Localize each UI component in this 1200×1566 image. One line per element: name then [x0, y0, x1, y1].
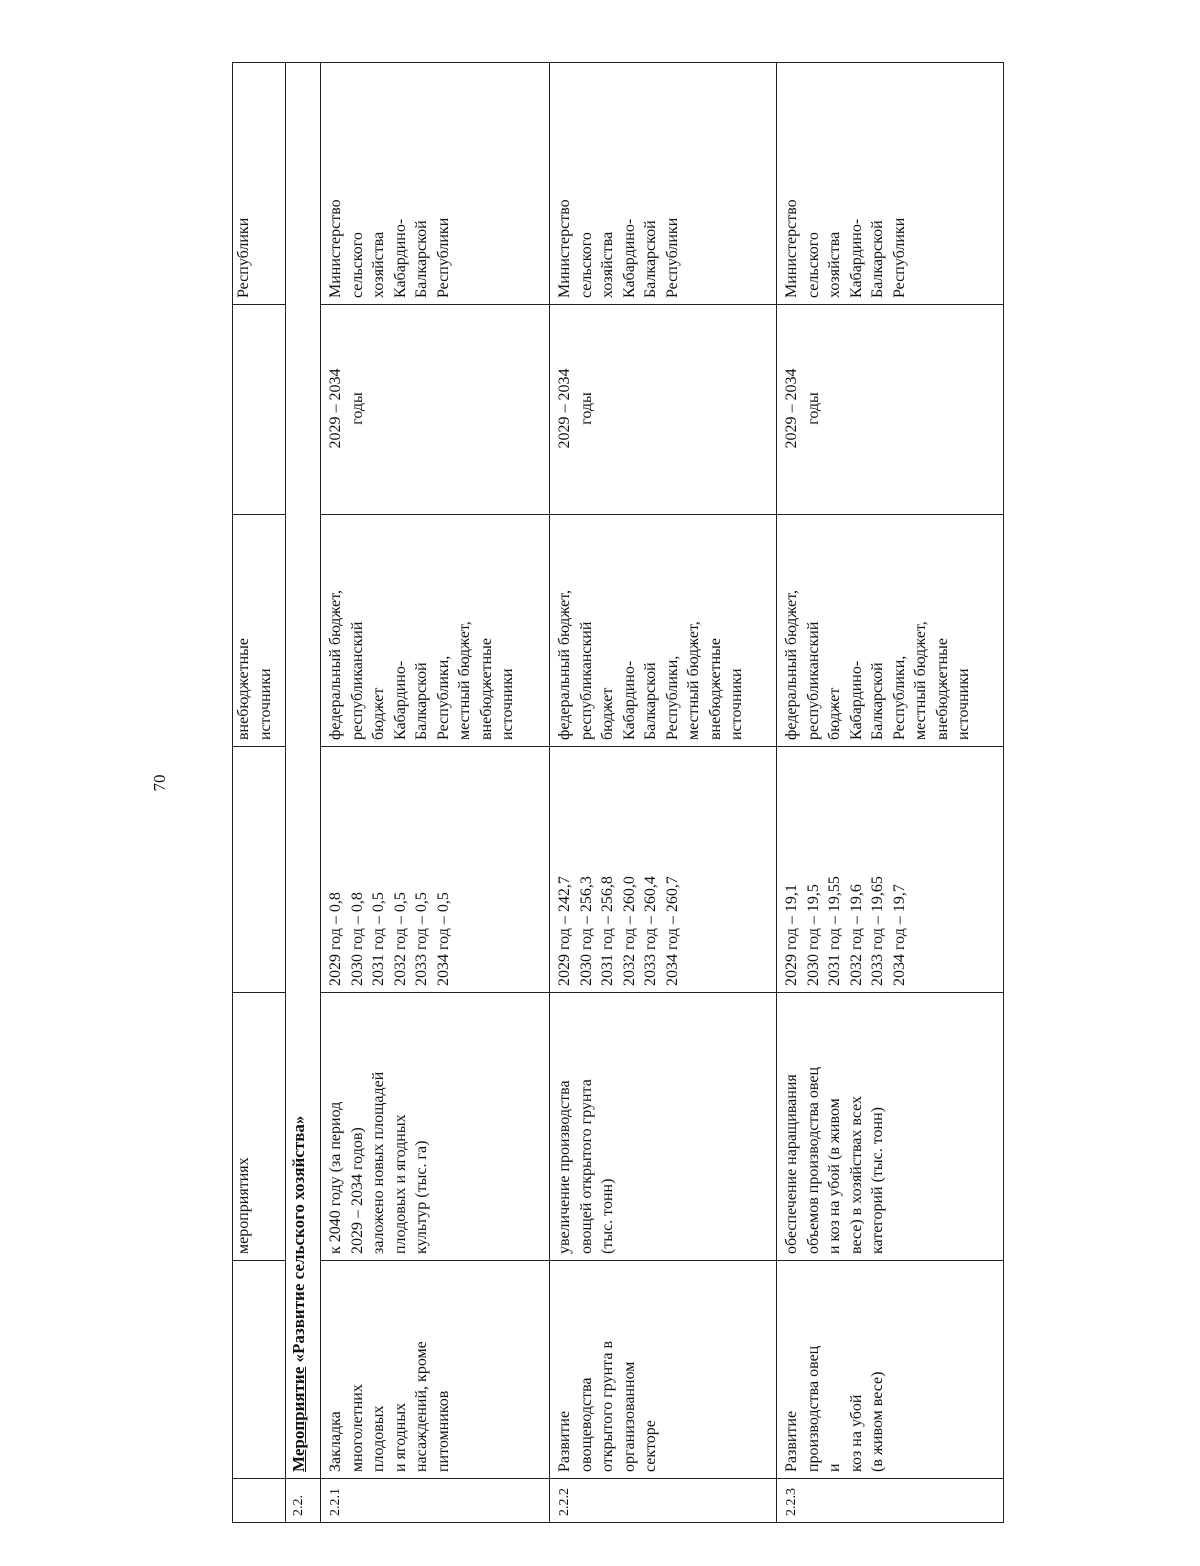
header-cell-executor — [233, 63, 286, 305]
page-number: 70 — [150, 774, 169, 792]
text-line: Развитие — [783, 1410, 800, 1472]
row-executor — [777, 63, 1004, 305]
text-line: категорий (тыс. тонн) — [869, 1106, 886, 1254]
text-line: Министерство — [327, 199, 344, 298]
text-line: питомников — [434, 1390, 452, 1472]
value-line: 2033 год – 0,5 — [413, 892, 430, 986]
row-number: 2.2.1 — [321, 1479, 550, 1523]
row-name — [550, 1261, 777, 1479]
text-line: увеличение производства — [556, 1080, 573, 1254]
text-line: хозяйства — [826, 231, 843, 298]
row-period — [550, 305, 777, 515]
value-line: 2030 год – 0,8 — [348, 892, 366, 986]
section-title-rest: «Развитие сельского хозяйства» — [289, 1115, 308, 1363]
text-line: заложено новых площадей — [370, 1071, 387, 1254]
text-line: Министерство — [783, 199, 800, 298]
text-line: овощей открытого грунта — [577, 1079, 595, 1254]
row-period — [321, 305, 550, 515]
value-line: 2032 год – 0,5 — [391, 892, 409, 986]
text-line: местный бюджет, — [456, 621, 473, 740]
value-line: 2034 год – 19,7 — [890, 884, 908, 986]
text-line: секторе — [642, 1420, 659, 1472]
text-line: Республики — [434, 217, 452, 298]
text-line: объемов производства овец — [804, 1066, 822, 1254]
value-line: 2030 год – 256,3 — [577, 876, 595, 986]
text-line: Республики, — [434, 655, 452, 740]
header-cell-values — [233, 747, 286, 993]
table-row — [550, 63, 777, 1523]
row-indicator — [321, 993, 550, 1261]
text-line: организованном — [620, 1361, 638, 1472]
row-name — [321, 1261, 550, 1479]
text-line: и ягодных — [391, 1402, 409, 1472]
text-line: Республики, — [890, 655, 908, 740]
text-line: весе) в хозяйствах всех — [847, 1095, 865, 1254]
header-cell-name — [233, 1261, 286, 1479]
text-line: федеральный бюджет, — [556, 589, 573, 740]
text-line: источники — [499, 668, 516, 740]
text-line: внебюджетные — [477, 638, 495, 740]
header-cell-period — [233, 305, 286, 515]
section-row — [286, 63, 321, 1523]
section-title — [286, 63, 321, 1479]
header-cell-sources — [233, 515, 286, 747]
row-indicator — [777, 993, 1004, 1261]
header-cell-activity — [233, 993, 286, 1261]
text-line: многолетних — [348, 1384, 366, 1472]
value-line: 2031 год – 19,55 — [826, 876, 843, 986]
text-line: Республики — [663, 217, 681, 298]
text-line: бюджет — [826, 687, 843, 740]
text-line: источники — [728, 668, 745, 740]
text-line: сельского — [804, 232, 822, 298]
row-values — [777, 747, 1004, 993]
value-line: 2029 год – 242,7 — [556, 876, 573, 986]
rotated-page — [70, 33, 1130, 1533]
text-line: Кабардино- — [847, 660, 865, 740]
text-line: к 2040 году (за период — [327, 1101, 344, 1254]
text-line: Балкарской — [413, 662, 430, 740]
text-line: 2029 – 2034 — [556, 368, 573, 449]
text-line: источники — [955, 668, 972, 740]
text-line: культур (тыс. га) — [413, 1140, 430, 1254]
row-values — [550, 747, 777, 993]
value-line: 2033 год – 19,65 — [869, 876, 886, 986]
text-line: бюджет — [370, 687, 387, 740]
text-line: местный бюджет, — [912, 621, 929, 740]
value-line: 2032 год – 260,0 — [620, 876, 638, 986]
header-continuation-row — [233, 63, 286, 1523]
row-sources — [321, 515, 550, 747]
text-line: Балкарской — [642, 220, 659, 298]
row-period — [777, 305, 1004, 515]
text-line: Кабардино- — [391, 218, 409, 298]
row-sources — [550, 515, 777, 747]
text-line: Балкарской — [869, 662, 886, 740]
text-line: и коз на убой (в живом — [826, 1098, 843, 1254]
value-line: 2034 год – 0,5 — [434, 892, 452, 986]
text-line: республиканский — [804, 621, 822, 740]
row-number: 2.2.3 — [777, 1479, 1004, 1523]
text-line: Кабардино- — [620, 660, 638, 740]
text-line: Республики, — [663, 655, 681, 740]
header-sources-line: внебюджетные — [235, 638, 252, 740]
value-line: 2029 год – 19,1 — [783, 884, 800, 986]
row-number: 2.2.2 — [550, 1479, 777, 1523]
value-line: 2034 год – 260,7 — [663, 876, 681, 986]
text-line: Закладка — [327, 1411, 344, 1472]
text-line: Балкарской — [413, 220, 430, 298]
header-sources-line: источники — [256, 668, 274, 740]
text-line: местный бюджет, — [685, 621, 702, 740]
text-line: Министерство — [556, 199, 573, 298]
row-executor — [321, 63, 550, 305]
text-line: плодовых и ягодных — [391, 1114, 409, 1254]
text-line: овощеводства — [577, 1377, 595, 1472]
text-line: бюджет — [599, 687, 616, 740]
text-line: 2029 – 2034 годов) — [348, 1127, 366, 1254]
row-values — [321, 747, 550, 993]
text-line: сельского — [577, 232, 595, 298]
row-sources — [777, 515, 1004, 747]
text-line: внебюджетные — [706, 638, 724, 740]
text-line: Кабардино- — [620, 218, 638, 298]
text-line: годы — [577, 392, 595, 425]
row-executor — [550, 63, 777, 305]
text-line: хозяйства — [370, 231, 387, 298]
text-line: насаждений, кроме — [413, 1341, 430, 1472]
row-indicator — [550, 993, 777, 1261]
text-line: внебюджетные — [933, 638, 951, 740]
text-line: открытого грунта в — [599, 1340, 616, 1472]
value-line: 2031 год – 0,5 — [370, 892, 387, 986]
row-name — [777, 1261, 1004, 1479]
text-line: обеспечение наращивания — [783, 1074, 800, 1254]
text-line: федеральный бюджет, — [327, 589, 344, 740]
text-line: (в живом весе) — [869, 1371, 886, 1472]
program-table — [232, 63, 1004, 1523]
header-activity-text: мероприятиях — [235, 1157, 252, 1254]
header-executor-text: Республики — [235, 217, 252, 298]
text-line: Республики — [890, 217, 908, 298]
section-title-underlined: Мероприятие — [289, 1366, 308, 1472]
text-line: Балкарской — [642, 662, 659, 740]
text-line: Кабардино- — [847, 218, 865, 298]
value-line: 2033 год – 260,4 — [642, 876, 659, 986]
text-line: годы — [804, 392, 822, 425]
table-row — [321, 63, 550, 1523]
text-line: республиканский — [577, 621, 595, 740]
text-line: и — [826, 1463, 843, 1472]
value-line: 2031 год – 256,8 — [599, 876, 616, 986]
text-line: 2029 – 2034 — [783, 368, 800, 449]
text-line: сельского — [348, 232, 366, 298]
text-line: Кабардино- — [391, 660, 409, 740]
text-line: 2029 – 2034 — [327, 368, 344, 449]
text-line: (тыс. тонн) — [599, 1178, 616, 1254]
text-line: республиканский — [348, 621, 366, 740]
text-line: производства овец — [804, 1345, 822, 1472]
text-line: федеральный бюджет, — [783, 589, 800, 740]
section-number: 2.2. — [286, 1479, 321, 1523]
value-line: 2032 год – 19,6 — [847, 884, 865, 986]
text-line: годы — [348, 392, 366, 425]
header-cell-number — [233, 1479, 286, 1523]
text-line: хозяйства — [599, 231, 616, 298]
text-line: плодовых — [370, 1405, 387, 1472]
text-line: Развитие — [556, 1410, 573, 1472]
text-line: коз на убой — [847, 1394, 865, 1472]
value-line: 2030 год – 19,5 — [804, 884, 822, 986]
table-row — [777, 63, 1004, 1523]
text-line: Балкарской — [869, 220, 886, 298]
value-line: 2029 год – 0,8 — [327, 892, 344, 986]
